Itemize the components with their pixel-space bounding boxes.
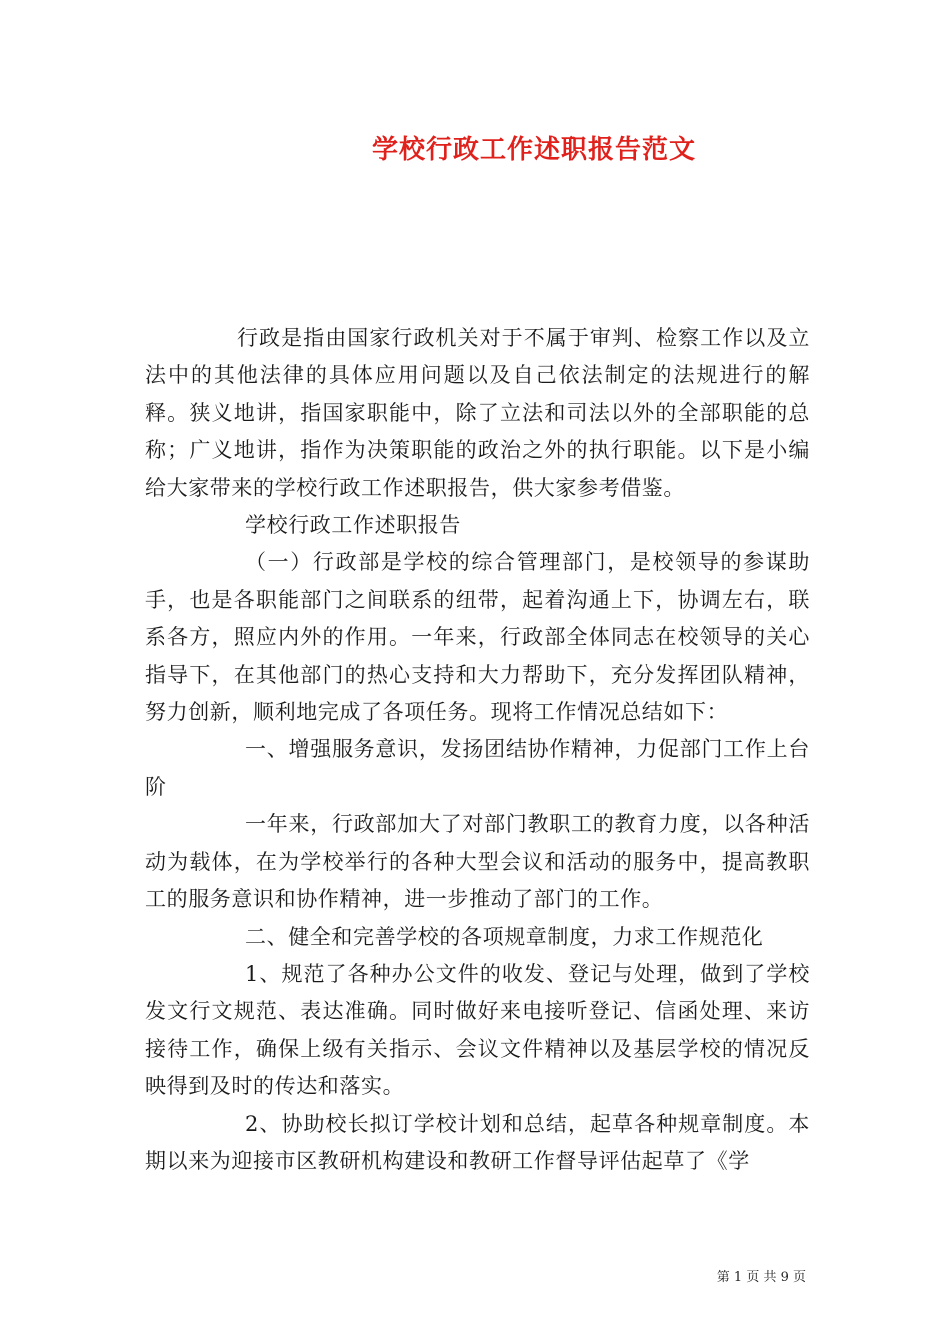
- heading-one: 一、增强服务意识，发扬团结协作精神，力促部门工作上台阶: [145, 737, 810, 799]
- item-two-paragraph: 2、协助校长拟订学校计划和总结，起草各种规章制度。本期以来为迎接市区教研机构建设和教研工作督导评估起草了《学: [145, 1111, 810, 1173]
- item-one-paragraph: 1、规范了各种办公文件的收发、登记与处理，做到了学校发文行文规范、表达准确。同时做好来电接听登记、信函处理、来访接待工作，确保上级有关指示、会议文件精神以及基层学校的情况反映得到及时的传达和落实。: [145, 961, 810, 1099]
- heading-two: 二、健全和完善学校的各项规章制度，力求工作规范化: [245, 924, 764, 949]
- section-one-paragraph: （一）行政部是学校的综合管理部门，是校领导的参谋助手，也是各职能部门之间联系的纽带，起着沟通上下，协调左右，联系各方，照应内外的作用。一年来，行政部全体同志在校领导的关心指导下，在其他部门的热心支持和大力帮助下，充分发挥团队精神，努力创新，顺利地完成了各项任务。现将工作情况总结如下：: [145, 550, 810, 725]
- document-title: 学校行政工作述职报告范文: [371, 135, 696, 165]
- document-body: [145, 320, 810, 1180]
- intro-paragraph: 行政是指由国家行政机关对于不属于审判、检察工作以及立法中的其他法律的具体应用问题以及自己依法制定的法规进行的解释。狭义地讲，指国家职能中，除了立法和司法以外的全部职能的总称；广义地讲，指作为决策职能的政治之外的执行职能。以下是小编给大家带来的学校行政工作述职报告，供大家参考借鉴。: [145, 326, 810, 500]
- report-subtitle: 学校行政工作述职报告: [245, 513, 461, 538]
- page-number: 第 1 页 共 9 页: [716, 1270, 806, 1285]
- body-paragraph: 一年来，行政部加大了对部门教职工的教育力度，以各种活动为载体，在为学校举行的各种大型会议和活动的服务中，提高教职工的服务意识和协作精神，进一步推动了部门的工作。: [145, 812, 810, 912]
